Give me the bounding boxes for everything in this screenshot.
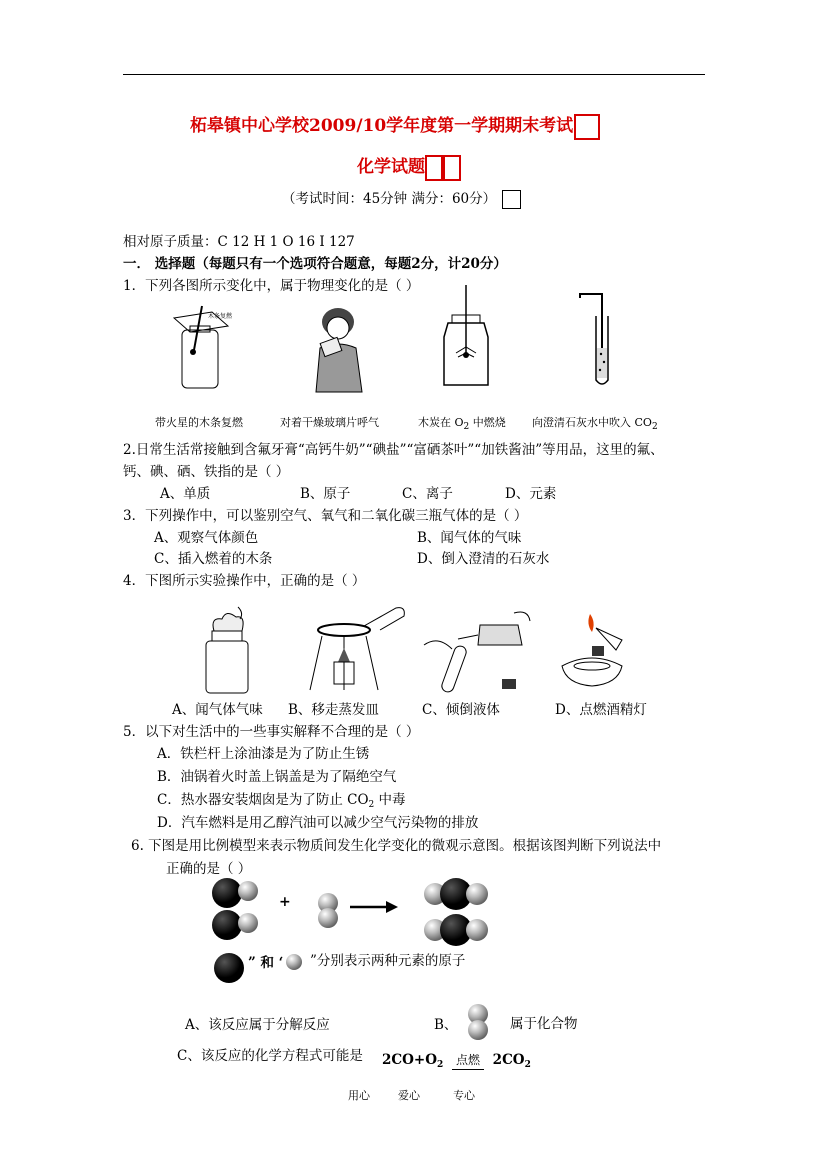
eq-left-sub: 2	[436, 1060, 444, 1070]
q1-caption-4	[532, 414, 658, 430]
eq-condition: 点燃	[452, 1051, 484, 1070]
q5-option-a: A．铁栏杆上涂油漆是为了防止生锈	[157, 746, 370, 762]
footer-b: 爱心	[398, 1089, 420, 1102]
q2-option-d: D、元素	[505, 486, 557, 502]
cap3-pre: 木炭在 O	[418, 416, 464, 429]
q6-option-a: A、该反应属于分解反应	[185, 1017, 330, 1033]
q4-image-c	[418, 605, 548, 697]
question-2-line-2: 钙、碘、硒、铁指的是（ ）	[123, 464, 290, 480]
cap3-sub: 2	[463, 422, 470, 432]
q1-image-3	[438, 285, 492, 391]
exam-info-box	[502, 190, 521, 209]
reactant-2-small-atom	[238, 913, 258, 933]
subtitle-red-box-2	[443, 155, 461, 181]
question-5: 5．以下对生活中的一些事实解释不合理的是（ ）	[123, 724, 420, 740]
footer-c: 专心	[453, 1089, 475, 1102]
reactant-1-small-atom	[238, 881, 258, 901]
q6-option-b-post: 属于化合物	[510, 1016, 578, 1032]
legend-text: ”分别表示两种元素的原子	[310, 953, 466, 969]
q3-option-a: A、观察气体颜色	[154, 530, 259, 546]
q1-image-2	[306, 300, 372, 394]
q4-option-b: B、移走蒸发皿	[288, 702, 379, 718]
legend-big-atom	[214, 953, 244, 983]
q1-caption-3	[418, 414, 506, 430]
question-4: 4．下图所示实验操作中，正确的是（ ）	[123, 573, 366, 589]
q5-option-c	[157, 791, 406, 811]
q4-image-a	[200, 605, 260, 695]
legend-small-atom	[286, 954, 302, 970]
exam-info	[282, 190, 521, 209]
q3-option-b: B、闻气体的气味	[417, 530, 522, 546]
exam-info-text: （考试时间：45分钟 满分：60分）	[282, 191, 497, 207]
q3-option-d: D、倒入澄清的石灰水	[417, 551, 550, 567]
q5-c-pre: C．热水器安装烟囱是为了防止 CO	[157, 792, 369, 808]
q1-img-label: 木条复燃	[208, 313, 232, 320]
q5-c-sub: 2	[368, 800, 375, 810]
product-2-right-atom	[466, 919, 488, 941]
reaction-arrow	[350, 900, 398, 914]
question-1: 1．下列各图所示变化中，属于物理变化的是（ ）	[123, 278, 420, 294]
q4-image-d	[552, 610, 632, 690]
q4-option-a: A、闻气体气味	[172, 702, 263, 718]
q6-option-c	[177, 1047, 363, 1065]
q5-option-b: B．油锅着火时盖上锅盖是为了隔绝空气	[157, 769, 397, 785]
q3-option-c: C、插入燃着的木条	[154, 551, 273, 567]
q6-equation	[382, 1051, 531, 1071]
question-2-line-1: 2.日常生活常接触到含氟牙膏“高钙牛奶”“碘盐”“富硒茶叶”“加铁酱油”等用品，这里的氟、	[123, 442, 664, 458]
q2-option-a: A、单质	[160, 486, 211, 502]
q6-b-molecule-bottom	[468, 1020, 488, 1040]
q1-caption-1: 带火星的木条复燃	[155, 416, 243, 429]
question-6-line-2: 正确的是（ ）	[166, 861, 252, 877]
q1-image-1	[172, 300, 232, 392]
subtitle-red-box-1	[425, 155, 443, 181]
subtitle-text: 化学试题	[357, 157, 425, 177]
eq-left: 2CO+O	[382, 1052, 437, 1068]
q1-image-4	[576, 292, 616, 390]
eq-right-sub: 2	[524, 1060, 531, 1070]
atomic-mass: 相对原子质量：C 12 H 1 O 16 I 127	[123, 234, 355, 250]
cap4-pre: 向澄清石灰水中吹入 CO	[532, 416, 652, 429]
q4-option-d: D、点燃酒精灯	[555, 702, 647, 718]
top-rule	[123, 74, 705, 75]
q4-option-c: C、倾倒液体	[422, 702, 500, 718]
title-text: 柘皋镇中心学校2009/10学年度第一学期期末考试	[190, 116, 574, 136]
reactant-3-atom-bottom	[318, 908, 338, 928]
plus-sign: +	[279, 894, 291, 910]
q6-c-text: C、该反应的化学方程式可能是	[177, 1048, 363, 1064]
legend-and: ” 和 ‘	[248, 955, 284, 971]
q2-option-c: C、离子	[402, 486, 453, 502]
page-subtitle	[357, 152, 461, 181]
q5-option-d: D．汽车燃料是用乙醇汽油可以减少空气污染物的排放	[157, 815, 479, 831]
footer-a: 用心	[348, 1089, 370, 1102]
q6-option-b-pre: B、	[434, 1017, 458, 1033]
question-6-line-1: 6. 下图是用比例模型来表示物质间发生化学变化的微观示意图。根据该图判断下列说法中	[131, 838, 662, 854]
cap4-sub: 2	[651, 422, 658, 432]
q1-caption-2: 对着干燥玻璃片呼气	[280, 416, 379, 429]
question-3: 3．下列操作中，可以鉴别空气、氧气和二氧化碳三瓶气体的是（ ）	[123, 508, 528, 524]
q4-image-b	[300, 602, 410, 692]
q2-option-b: B、原子	[300, 486, 351, 502]
q5-c-post: 中毒	[374, 792, 406, 808]
page-title	[190, 111, 600, 140]
product-1-right-atom	[466, 883, 488, 905]
cap3-post: 中燃烧	[469, 416, 506, 429]
eq-right: 2CO	[492, 1052, 525, 1068]
title-red-box	[574, 114, 600, 140]
section-heading: 一． 选择题（每题只有一个选项符合题意，每题2分，计20分）	[123, 256, 507, 272]
